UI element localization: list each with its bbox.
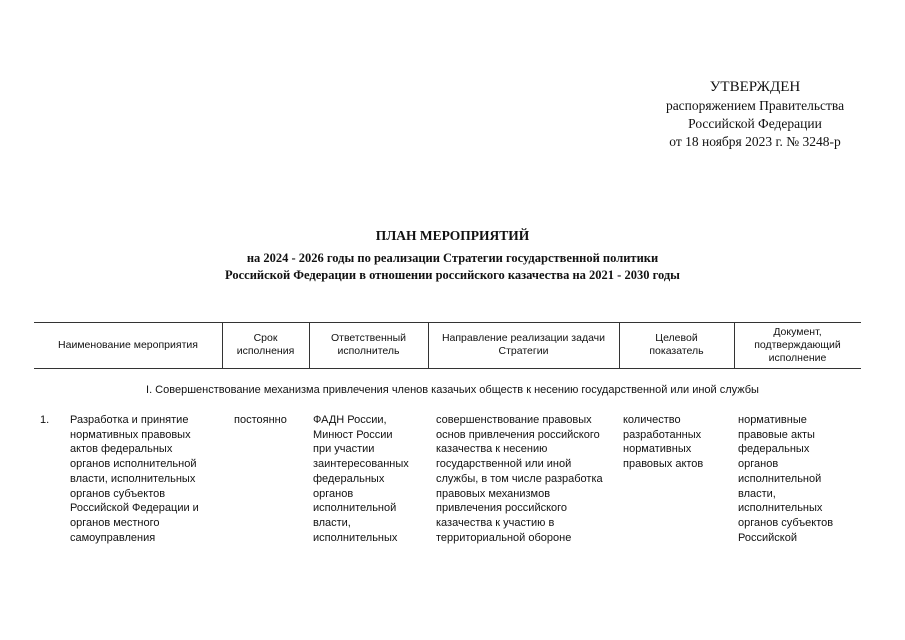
header-indicator — [619, 322, 734, 368]
cell-line: заинтересованных — [313, 458, 409, 471]
cell-document — [738, 413, 833, 545]
approval-line: от 18 ноября 2023 г. № 3248-р — [669, 134, 841, 149]
cell-line: постоянно — [234, 414, 287, 426]
cell-line: правовых актов — [623, 458, 704, 471]
cell-line: казачества к участию в — [436, 516, 555, 529]
header-line: Стратегии — [498, 345, 549, 357]
header-line: подтверждающий — [754, 338, 841, 351]
cell-line: Российской Федерации и — [70, 502, 199, 515]
plan-subtitle — [0, 250, 905, 284]
cell-line: привлечения российского — [436, 502, 568, 515]
header-line: исполнитель — [337, 345, 400, 357]
approval-line: Российской Федерации — [688, 116, 822, 131]
cell-line: государственной или иной — [436, 458, 572, 471]
cell-deadline — [234, 413, 287, 428]
cell-line: власти, исполнительных — [70, 472, 196, 485]
header-line: Направление реализации задачи — [441, 332, 606, 344]
cell-line: власти, — [313, 516, 351, 529]
row-number-text: 1. — [40, 414, 50, 426]
cell-line: исполнительной — [738, 472, 822, 485]
section-title: I. Совершенствование механизма привлечения членов казачьих обществ к несению государственной или иной службы — [146, 384, 759, 396]
cell-line: Российской — [738, 531, 797, 544]
cell-line: количество — [623, 414, 681, 426]
table-header-bottom-rule — [34, 368, 861, 369]
plan-subtitle-line: Российской Федерации в отношении российского казачества на 2021 - 2030 годы — [225, 268, 680, 282]
cell-line: исполнительных — [738, 502, 823, 515]
cell-line: органов местного — [70, 516, 160, 529]
cell-line: при участии — [313, 443, 375, 456]
plan-subtitle-line: на 2024 - 2026 годы по реализации Стратегии государственной политики — [246, 251, 659, 265]
approval-line: распоряжением Правительства — [665, 98, 845, 113]
cell-line: нормативных — [623, 443, 692, 456]
cell-line: федеральных — [738, 443, 810, 456]
header-line: исполнение — [768, 351, 827, 364]
approval-block — [600, 78, 905, 151]
cell-line: исполнительных — [313, 531, 398, 544]
header-line: исполнения — [236, 345, 295, 357]
cell-line: казачества к несению — [436, 443, 548, 456]
cell-line: совершенствование правовых — [436, 414, 592, 426]
cell-line: правовые акты — [738, 428, 815, 441]
header-name — [34, 322, 222, 368]
cell-line: органов исполнительной — [70, 458, 197, 471]
header-line: Документ, — [773, 325, 822, 338]
cell-line: исполнительной — [313, 502, 397, 515]
header-line: Срок — [253, 332, 278, 344]
cell-line: Минюст России — [313, 428, 393, 441]
approval-title: УТВЕРЖДЕН — [709, 79, 801, 95]
header-document — [734, 322, 861, 368]
header-line: Ответственный — [331, 332, 406, 344]
cell-line: основ привлечения российского — [436, 428, 600, 441]
header-line: Целевой — [655, 332, 698, 344]
cell-line: органов — [738, 458, 779, 471]
cell-line: разработанных — [623, 428, 702, 441]
cell-line: службы, в том числе разработка — [436, 472, 603, 485]
cell-name — [70, 413, 199, 545]
cell-line: ФАДН России, — [313, 414, 387, 426]
row-number — [40, 413, 49, 428]
header-line: Наименование мероприятия — [58, 338, 198, 351]
cell-direction — [436, 413, 603, 545]
plan-title: ПЛАН МЕРОПРИЯТИЙ — [375, 228, 530, 243]
cell-line: федеральных — [313, 472, 385, 485]
cell-line: правовых механизмов — [436, 487, 551, 500]
cell-line: самоуправления — [70, 531, 156, 544]
cell-responsible — [313, 413, 409, 545]
header-deadline — [222, 322, 309, 368]
cell-line: органов — [313, 487, 354, 500]
cell-line: власти, — [738, 487, 776, 500]
cell-line: нормативных правовых — [70, 428, 191, 441]
cell-line: Разработка и принятие — [70, 414, 189, 426]
cell-line: органов субъектов — [738, 516, 834, 529]
cell-line: органов субъектов — [70, 487, 166, 500]
cell-indicator — [623, 413, 703, 472]
cell-line: нормативные — [738, 414, 807, 426]
cell-line: территориальной обороне — [436, 531, 572, 544]
header-line: показатель — [649, 345, 704, 357]
header-responsible — [309, 322, 428, 368]
header-direction — [428, 322, 619, 368]
cell-line: актов федеральных — [70, 443, 173, 456]
